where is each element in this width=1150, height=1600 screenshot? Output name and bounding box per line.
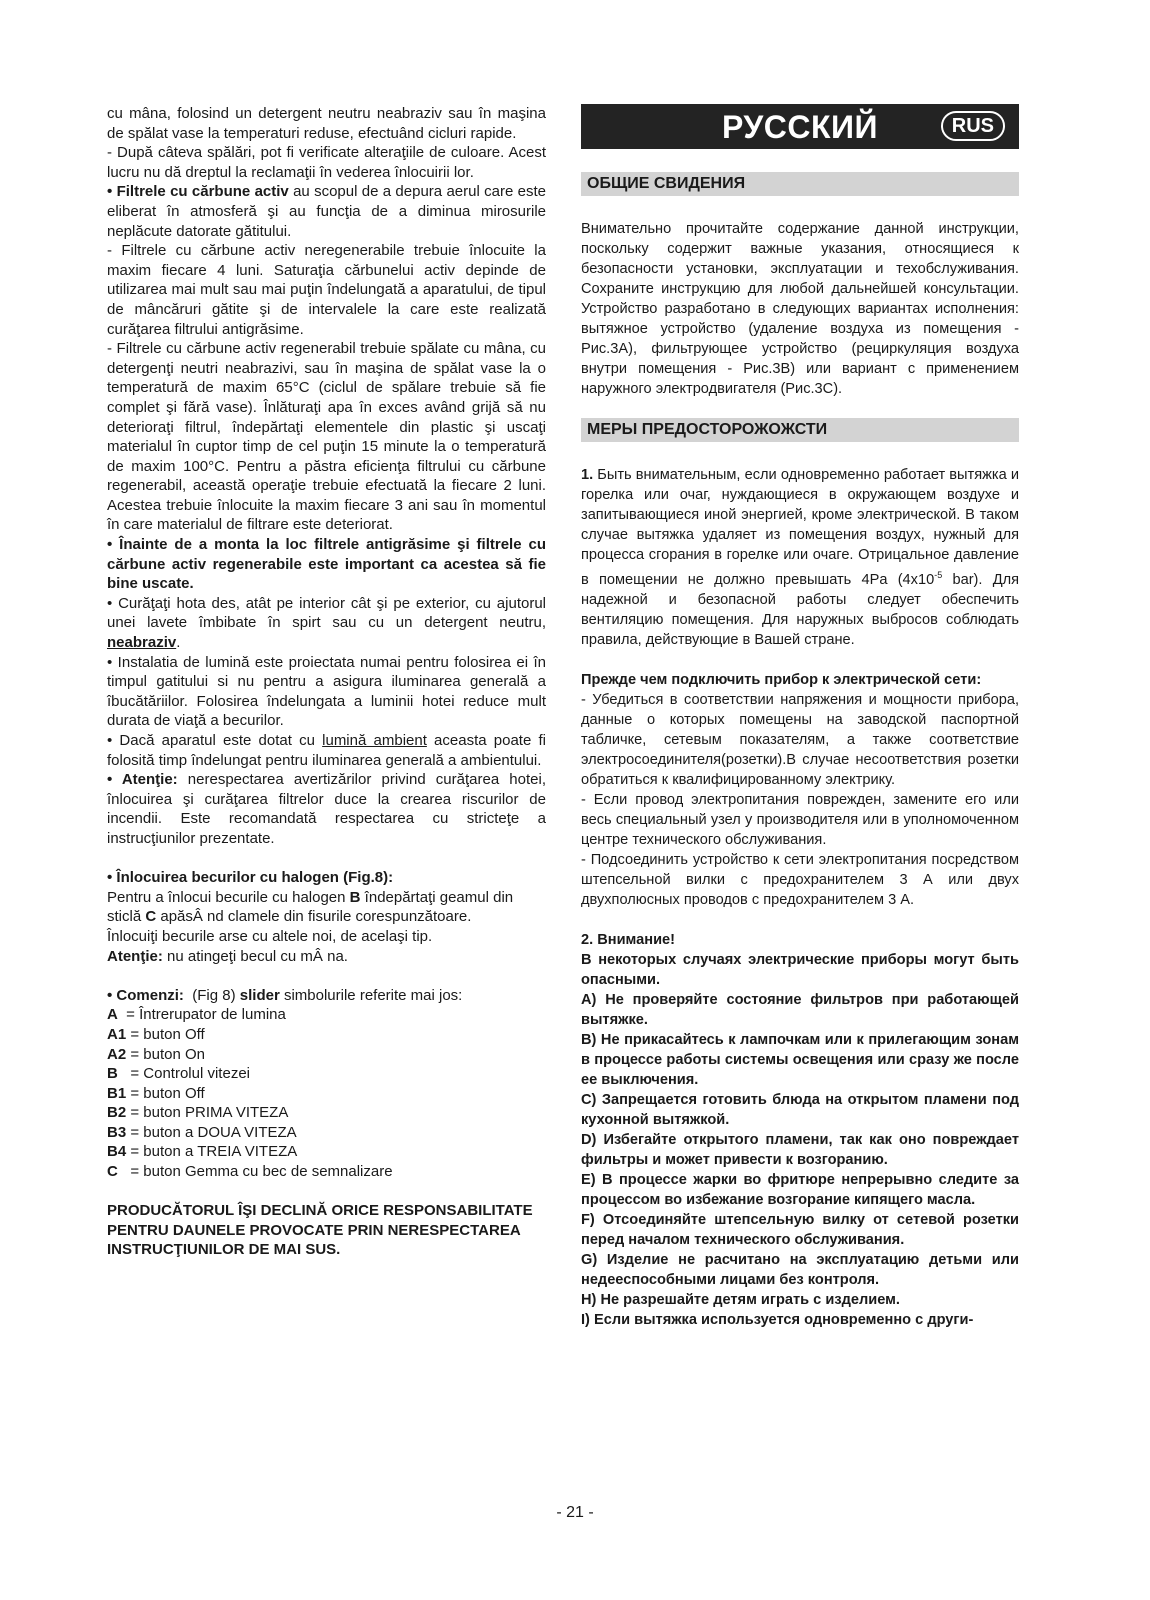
disclaimer-text: PRODUCĂTORUL ÎŞI DECLINĂ ORICE RESPONSABILITATE PENTRU DAUNELE PROVOCATE PRIN NERESPECTAREA INSTRUCŢIUNILOR DE MAI SUS. xyxy=(107,1202,533,1259)
paragraph-text: • Curăţaţi hota des, atât pe interior cât şi pe exterior, cu ajutorul unei lavete îmbibate în spirt sau cu un detergent neutru, xyxy=(107,594,546,632)
paragraph: - Подсоединить устройство к сети электропитания посредством штепсельной вилки с предохранителем 3 А или двух двухполюсных проводов с предохранителем 3 А. xyxy=(581,851,1019,908)
controls-list xyxy=(107,1005,546,1181)
paragraph xyxy=(107,986,546,1006)
language-badge: RUS xyxy=(941,111,1005,141)
paragraph xyxy=(107,182,546,241)
control-desc: = Controlul vitezei xyxy=(117,1065,250,1083)
paragraph-text: aceasta poate fi folosită timp îndelungat pentru iluminarea generală a ambientului. xyxy=(107,732,546,769)
spacer xyxy=(581,442,1019,465)
bold-lead: • Atenţie: xyxy=(107,771,178,789)
subheading xyxy=(581,670,1019,690)
paragraph: - Filtrele cu cărbune activ regenerabil trebuie spălate cu mâna, cu detergenţi neutri neabrazivi, sau în maşina de spălat vase la o temperatură de maxim 65°C (ciclul de spălare trebuie să fie complet şi fără vase). Înlăturaţi apa în exces având grijă să nu deterioraţi filtrul, îndepărtaţi elementele din plastic şi uscaţi materialul în cuptor timp de cel puţin 15 minute la o temperatură de maxim 100°C. Pentru a păstra eficienţa filtrului cu cărbune regenerabil, această operaţie trebuie efectuată la fiecare 2 luni. Acestea trebuie înlocuite la maxim fiecare 3 ani sau în momentul în care materialul de filtrare este deteriorat. xyxy=(107,340,546,534)
warning-item xyxy=(581,1090,1019,1130)
bold-text: H) Не разрешайте детям играть с изделием. xyxy=(581,1291,900,1308)
controls-list-item xyxy=(107,1103,546,1123)
spacer xyxy=(107,849,546,869)
bold-text: D) Избегайте открытого пламени, так как оно повреждает фильтры и может привести к возгоранию. xyxy=(581,1131,1019,1168)
bold-text: В) Не прикасайтесь к лампочкам или к прилегающим зонам в процессе работы системы освещения или сразу же после ее выключения. xyxy=(581,1031,1019,1088)
warning-item xyxy=(581,1030,1019,1090)
controls-list-item xyxy=(107,1142,546,1162)
control-key: B xyxy=(107,1065,118,1083)
paragraph xyxy=(107,888,546,927)
paragraph-text: apăsÂ nd clamele din fisurile corespunzătoare. xyxy=(156,908,472,926)
bold-text: Прежде чем подключить прибор к электрической сети: xyxy=(581,671,982,688)
control-key: B1 xyxy=(107,1084,127,1102)
paragraph-text: au scopul de a depura aerul care este eliberat în atmosferă şi au funcţia de a diminua mirosurile neplăcute datorate gătitului. xyxy=(107,183,546,240)
paragraph-text: Быть внимательным, если одновременно работает вытяжка и горелка или очаг, нуждающиеся в окружающем воздухе и запитывающиеся иной энергией, кроме электрической. В таком случае вытяжка удаляет из помещения воздух, нужный для процесса сгорания в горелке или очаге. Отрицальное давление в помещении не должно превышать 4Pa (4x10 xyxy=(581,467,1019,588)
bold-text: С) Запрещается готовить блюда на открытом пламени под кухонной вытяжкой. xyxy=(581,1091,1019,1128)
paragraph-text: bar). Для надежной и безопасной работы следует обеспечить вентиляцию помещения. Для наружных выбросов соблюдать правила, действующие в Вашей стране. xyxy=(581,571,1020,648)
control-key: A2 xyxy=(107,1045,127,1063)
control-key: B3 xyxy=(107,1123,127,1141)
bold-lead: • Filtrele cu cărbune activ xyxy=(107,183,289,201)
controls-list-item xyxy=(107,1025,546,1045)
bold-paragraph xyxy=(107,535,546,594)
underlined-text: lumină ambient xyxy=(322,732,427,749)
bold-lead: Atenţie: xyxy=(107,947,163,965)
control-desc: = buton Off xyxy=(126,1084,205,1102)
paragraph-text: • Dacă aparatul este dotat cu xyxy=(107,732,323,749)
spacer xyxy=(581,399,1019,418)
subheading xyxy=(581,930,1019,950)
right-column xyxy=(581,104,1019,1330)
control-desc: = buton On xyxy=(126,1045,205,1063)
bold-text: slider xyxy=(239,986,280,1004)
warning-item xyxy=(581,1250,1019,1290)
section-heading: МЕРЫ ПРЕДОСТОРОЖОЖСТИ xyxy=(581,418,1019,442)
paragraph xyxy=(581,465,1019,650)
control-key: C xyxy=(107,1163,118,1181)
page-number: - 21 - xyxy=(556,1504,594,1521)
paragraph: - Убедиться в соответствии напряжения и мощности прибора, данные о которых помещены на заводской паспортной табличке, сетевым показателям, а также соответствие электросоединителя(розетки).В случае несоответствия розетки обратиться к квалифицированному электрику. xyxy=(581,691,1019,788)
controls-list-item xyxy=(107,1045,546,1065)
control-desc: = buton a TREIA VITEZA xyxy=(126,1143,298,1161)
paragraph-text: simbolurile referite mai jos: xyxy=(279,986,463,1004)
bold-text: • Înlocuirea becurilor cu halogen (Fig.8): xyxy=(107,869,394,887)
paragraph: - Если провод электропитания поврежден, замените его или весь специальный узел у производителя или в уполномоченном центре технического обслуживания. xyxy=(581,791,1019,848)
spacer xyxy=(581,910,1019,930)
control-key: B2 xyxy=(107,1104,127,1122)
spacer xyxy=(107,966,546,986)
bold-text: 2. Внимание! xyxy=(581,931,676,948)
control-key: A xyxy=(107,1006,118,1024)
paragraph-text: nerespectarea avertizărilor privind curăţarea hotei, înlocuirea şi curăţarea filtrelor duce la crearea riscurilor de incendii. Este recomandată respectarea cu stricteţe a instrucţiunilor prezentate. xyxy=(107,771,546,847)
paragraph xyxy=(107,947,546,967)
paragraph-text: (Fig 8) xyxy=(183,986,240,1004)
underlined-bold-text: neabraziv xyxy=(107,634,177,652)
controls-list-item xyxy=(107,1005,546,1025)
bold-key: B xyxy=(349,888,361,906)
warning-item xyxy=(581,1310,1019,1330)
subheading xyxy=(107,868,546,888)
control-desc: = buton Off xyxy=(126,1025,205,1043)
warning-item xyxy=(581,1170,1019,1210)
warning-item xyxy=(581,1130,1019,1170)
bold-lead: 1. xyxy=(581,467,594,483)
superscript: -5 xyxy=(934,570,943,580)
paragraph: cu mâna, folosind un detergent neutru neabraziv sau în maşina de spălat vase la temperaturi reduse, efectuând cicluri rapide. xyxy=(107,105,546,142)
paragraph: - După câteva spălări, pot fi verificate alteraţiile de culoare. Acest lucru nu dă dreptul la reclamaţii în vederea înlocuirii lor. xyxy=(107,144,546,181)
language-banner xyxy=(581,104,1019,149)
bold-text: • Înainte de a monta la loc filtrele antigrăsime şi filtrele cu cărbune activ regenerabile este important ca acestea să fie bine uscate. xyxy=(107,536,546,593)
bold-lead: • Comenzi: xyxy=(107,986,184,1004)
warning-item xyxy=(581,990,1019,1030)
paragraph: - Filtrele cu cărbune activ neregenerabile trebuie înlocuite la maxim fiecare 4 luni. Saturaţia cărbunelui activ depinde de utilizarea mai mult sau mai puţin îndelungată a aparatului, de tipul de mâncăruri gătite şi de intervalele la care este realizată curăţarea filtrului antigrăsime. xyxy=(107,242,546,338)
paragraph: Внимательно прочитайте содержание данной инструкции, поскольку содержит важные указания, относящиеся к безопасности установки, эксплуатации и техобслуживания. Сохраните инструкцию для любой дальнейшей консультации. Устройство разработано в следующих вариантах исполнения: вытяжное устройство (удаление воздуха из помещения - Рис.3А), фильтрующее устройство (рециркуляция воздуха внутри помещения - Рис.3В) или вариант с применением наружного электродвигателя (Рис.3С). xyxy=(581,221,1019,397)
left-column xyxy=(107,104,546,1260)
paragraph-text: . xyxy=(176,634,181,652)
control-key: A1 xyxy=(107,1025,127,1043)
control-desc: = Întrerupator de lumina xyxy=(117,1006,286,1024)
paragraph-text: îndepărtaţi geamul din sticlă xyxy=(107,888,514,926)
bold-text: А) Не проверяйте состояние фильтров при работающей вытяжке. xyxy=(581,991,1019,1028)
spacer xyxy=(581,196,1019,219)
bold-text: Е) В процессе жарки во фритюре непрерывно следите за процессом во избежание возгорание кипящего масла. xyxy=(581,1171,1019,1208)
disclaimer xyxy=(107,1201,546,1260)
control-desc: = buton PRIMA VITEZA xyxy=(126,1104,289,1122)
controls-list-item xyxy=(107,1064,546,1084)
section-heading: ОБЩИЕ СВИДЕНИЯ xyxy=(581,172,1019,196)
bold-key: C xyxy=(145,908,157,926)
paragraph xyxy=(107,594,546,653)
language-title: РУССКИЙ xyxy=(721,109,879,145)
paragraph-text: nu atingeţi becul cu mÂ na. xyxy=(162,947,348,965)
paragraph: Înlocuiţi becurile arse cu altele noi, de acelaşi tip. xyxy=(107,927,433,945)
bold-text: F) Отсоединяйте штепсельную вилку от сетевой розетки перед началом технического обслуживания. xyxy=(581,1211,1019,1248)
spacer xyxy=(107,1182,546,1202)
paragraph xyxy=(107,731,546,770)
warning-item xyxy=(581,1210,1019,1250)
control-desc: = buton a DOUA VITEZA xyxy=(126,1123,297,1141)
controls-list-item xyxy=(107,1123,546,1143)
bold-text: I) Если вытяжка используется одновременно с други- xyxy=(581,1311,974,1328)
paragraph xyxy=(107,770,546,848)
control-desc: = buton Gemma cu bec de semnalizare xyxy=(117,1163,393,1181)
paragraph: • Instalatia de lumină este proiectata numai pentru folosirea ei în timpul gatitului si nu pentru a asigura iluminarea generală a îbucătăriilor. Folosirea îndelungata a luminii hotei reduce mult durata de viaţă a becurilor. xyxy=(107,653,546,730)
control-key: B4 xyxy=(107,1143,127,1161)
spacer xyxy=(581,650,1019,670)
paragraph-text: Pentru a înlocui becurile cu halogen xyxy=(107,888,350,906)
controls-list-item xyxy=(107,1084,546,1104)
controls-list-item xyxy=(107,1162,546,1182)
warning-item xyxy=(581,950,1019,990)
bold-text: G) Изделие не расчитано на эксплуатацию детьми или недееспособными лицами без контроля. xyxy=(581,1251,1019,1288)
bold-text: В некоторых случаях электрические приборы могут быть опасными. xyxy=(581,951,1019,988)
warning-item xyxy=(581,1290,1019,1310)
